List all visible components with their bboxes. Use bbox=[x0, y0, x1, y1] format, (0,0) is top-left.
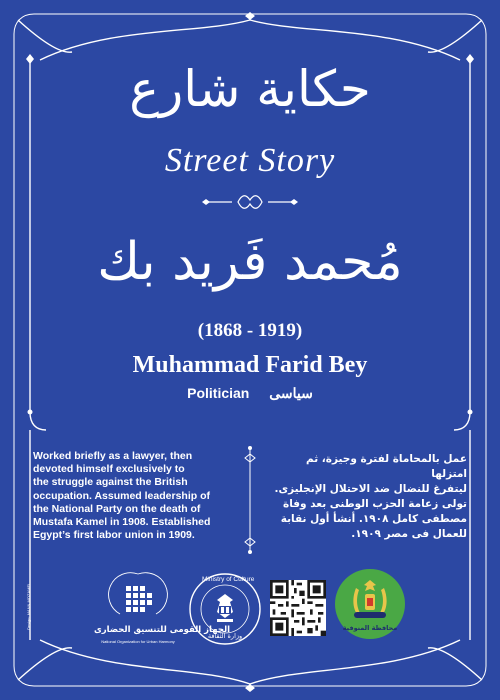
role-arabic: سياسى bbox=[269, 385, 313, 401]
urban-harmony-arabic-name: الجهاز القومى للتنسيق الحضارى bbox=[94, 625, 231, 635]
bio-line: devoted himself exclusively to bbox=[33, 463, 185, 476]
biography-arabic bbox=[270, 452, 467, 542]
urban-harmony-english-name: National Organization for Urban Harmony bbox=[101, 639, 175, 644]
person-english-name: Muhammad Farid Bey bbox=[132, 352, 368, 378]
bio-line: the National Party on the death of bbox=[33, 502, 201, 515]
bio-line: Mustafa Kamel in 1908. Established bbox=[33, 516, 211, 529]
biography-english bbox=[33, 450, 233, 542]
bio-line: Egypt’s first labor union in 1909. bbox=[33, 529, 195, 542]
bio-line: Worked briefly as a lawyer, then bbox=[33, 450, 193, 462]
ministry-arabic-name: وزارة الثقافة bbox=[207, 632, 243, 640]
street-story-english-title: Street Story bbox=[164, 142, 336, 179]
design-credit-text: Design: MANN MOZAMEL bbox=[26, 582, 31, 630]
street-story-arabic-title: حكاية شارع bbox=[129, 60, 371, 118]
bio-line: occupation. Assumed leadership of bbox=[33, 489, 210, 502]
person-arabic-name: مُحمد فَريد بك bbox=[97, 232, 403, 292]
ornament-divider bbox=[0, 188, 500, 216]
ministry-english-name: Ministry of Culture bbox=[202, 576, 255, 583]
bio-line: the struggle against the British bbox=[33, 476, 188, 489]
role-row bbox=[0, 385, 500, 402]
governorate-arabic-name: محافظة المنوفية bbox=[342, 624, 398, 632]
urban-harmony-emblem-icon bbox=[98, 568, 178, 626]
qr-code-icon[interactable] bbox=[270, 580, 326, 636]
lifespan-years: (1868 - 1919) bbox=[197, 320, 303, 341]
menoufia-governorate-logo bbox=[334, 568, 406, 640]
bio-line: ليتفرغ للنضال ضد الاحتلال الإنجليزى. bbox=[274, 483, 467, 495]
bio-line: للعمال فى مصر ١٩٠٩. bbox=[351, 528, 467, 540]
role-english: Politician bbox=[187, 385, 250, 401]
bio-line: مصطفى كامل ١٩٠٨. أنشأ أول نقابة bbox=[280, 513, 467, 525]
design-credit bbox=[24, 570, 36, 630]
bio-line: تولى زعامة الحزب الوطنى بعد وفاة bbox=[283, 498, 467, 510]
ministry-of-culture-seal bbox=[188, 572, 262, 646]
vertical-divider bbox=[238, 440, 262, 560]
bio-line: عمل بالمحاماة لفترة وجيزة، ثم امتزلها bbox=[305, 453, 467, 480]
